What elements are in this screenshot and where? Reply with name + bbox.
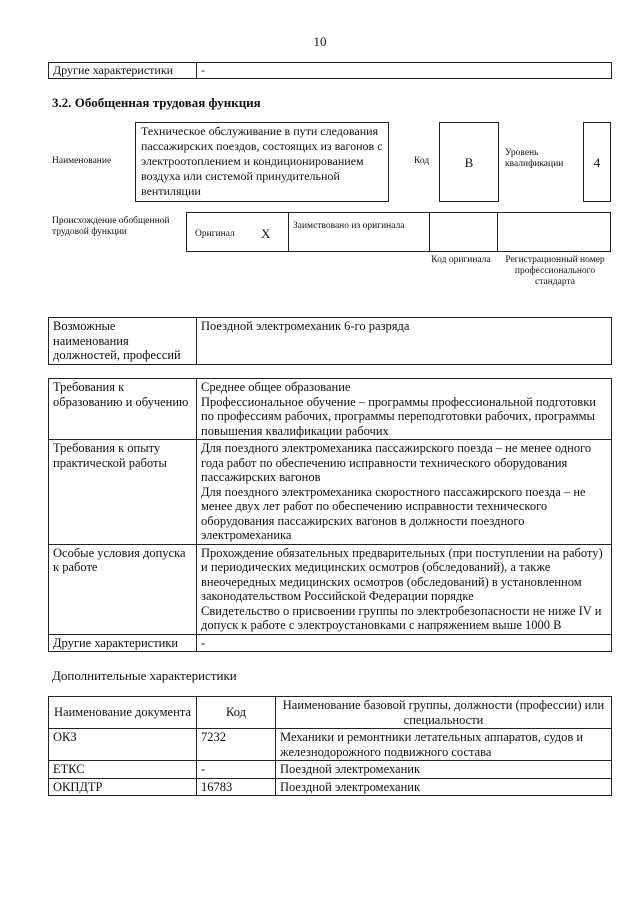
additional-header-row xyxy=(49,697,612,729)
level-value: 4 xyxy=(583,122,611,202)
top-characteristics-table xyxy=(48,62,612,79)
code-label: Код xyxy=(414,156,430,166)
additional-table xyxy=(48,696,612,796)
section-heading: 3.2. Обобщенная трудовая функция xyxy=(52,95,261,110)
original-label: Оригинал xyxy=(195,229,235,239)
doc-cell: ЕТКС xyxy=(49,761,197,779)
requirements-line: Свидетельство о присвоении группы по электробезопасности не ниже IV и допуск к работе с электроустановками с напряжением выше 1000 В xyxy=(201,603,602,632)
requirements-table xyxy=(48,378,612,652)
requirements-value xyxy=(197,544,612,634)
doc-cell: ОКЗ xyxy=(49,729,197,761)
requirements-row xyxy=(49,379,612,440)
doc-cell: ОКПДТР xyxy=(49,778,197,796)
table-row xyxy=(49,761,612,779)
requirements-line: Для поездного электромеханика пассажирского поезда – не менее одного года работ по обеспечению исправности технического оборудования пассажирских вагонов xyxy=(201,441,592,484)
requirements-line: - xyxy=(201,635,206,650)
header-group: Наименование базовой группы, должности (профессии) или специальности xyxy=(276,697,612,729)
name-label: Наименование xyxy=(52,156,112,166)
requirements-line: Профессиональное обучение – программы профессиональной подготовки по профессиям рабочих, программы переподготовки рабочих, программы повышения квалификации рабочих xyxy=(201,394,596,438)
requirements-row xyxy=(49,440,612,545)
code-value: B xyxy=(439,122,499,202)
function-name: Техническое обслуживание в пути следования пассажирских поездов, состоящих из вагонов с электроотоплением и кондиционированием воздуха или системой принудительной вентиляции xyxy=(135,122,389,202)
group-cell: Поездной электромеханик xyxy=(276,778,612,796)
positions-table xyxy=(48,317,612,365)
requirements-label: Требования к образованию и обучению xyxy=(49,379,197,440)
table-row xyxy=(49,729,612,761)
code-original-caption: Код оригинала xyxy=(431,255,491,265)
requirements-row xyxy=(49,544,612,634)
requirements-row xyxy=(49,634,612,652)
positions-value: Поездной электромеханик 6-го разряда xyxy=(197,318,612,365)
header-code: Код xyxy=(197,697,276,729)
requirements-line: Среднее общее образование xyxy=(201,380,351,394)
requirements-label: Требования к опыту практической работы xyxy=(49,440,197,545)
requirements-line: Для поездного электромеханика скоростного пассажирского поезда – не менее двух лет работ по обеспечению исправности технического оборудования пассажирских вагонов в должности поездного электромеханика xyxy=(201,484,586,542)
reg-number-caption: Регистрационный номер профессионального стандарта xyxy=(505,255,605,287)
origin-row xyxy=(186,212,611,252)
header-document: Наименование документа xyxy=(49,697,197,729)
requirements-value xyxy=(197,379,612,440)
borrowed-label: Заимствовано из оригинала xyxy=(293,221,405,231)
requirements-value xyxy=(197,440,612,545)
requirements-value xyxy=(197,634,612,652)
positions-label: Возможные наименования должностей, профессий xyxy=(49,318,197,365)
level-label: Уровень квалификации xyxy=(505,148,564,169)
original-mark: X xyxy=(261,226,271,241)
requirements-label: Особые условия допуска к работе xyxy=(49,544,197,634)
code-cell: 7232 xyxy=(197,729,276,761)
table-row xyxy=(49,778,612,796)
group-cell: Поездной электромеханик xyxy=(276,761,612,779)
origin-label: Происхождение обобщенной трудовой функции xyxy=(52,216,170,237)
requirements-label: Другие характеристики xyxy=(49,634,197,652)
additional-title: Дополнительные характеристики xyxy=(52,668,237,683)
page-number: 10 xyxy=(313,34,327,49)
requirements-line: Прохождение обязательных предварительных (при поступлении на работу) и периодических медицинских осмотров (обследований), а также внеочередных медицинских осмотров (обследований) в установленном законодательством Российской Федерации порядке xyxy=(201,545,603,603)
top-label: Другие характеристики xyxy=(49,63,197,79)
top-value: - xyxy=(197,63,612,79)
code-cell: - xyxy=(197,761,276,779)
group-cell: Механики и ремонтники летательных аппаратов, судов и железнодорожного подвижного состава xyxy=(276,729,612,761)
code-cell: 16783 xyxy=(197,778,276,796)
